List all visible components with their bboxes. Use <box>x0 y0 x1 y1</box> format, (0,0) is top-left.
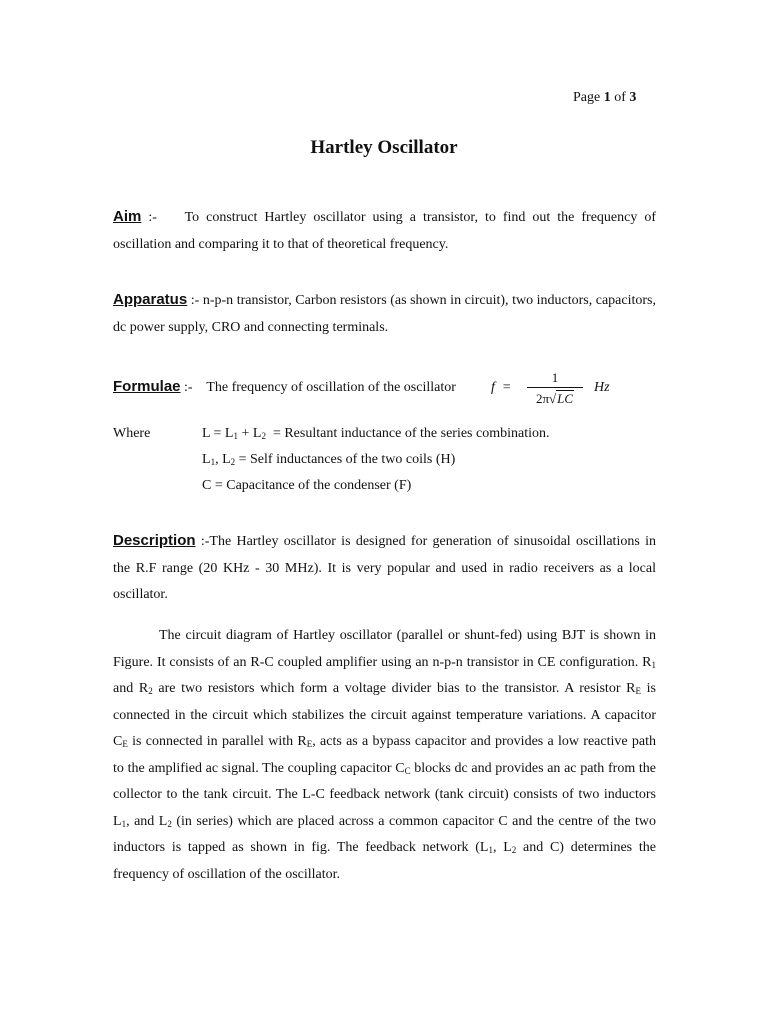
page-number: Page 1 of 3 <box>573 90 637 105</box>
fraction-bar <box>527 387 583 388</box>
description-heading: Description <box>113 532 196 549</box>
fraction-denominator: 2π√LC <box>535 391 574 406</box>
where-row-2: $L_1$, $L_2$ = Self inductances of the two coils (H) <box>202 452 456 467</box>
aim-section: Aim :- To construct Hartley oscillator using a transistor, to find out the frequency of oscillation and comparing it to that of theoretical frequency. <box>113 208 656 252</box>
frequency-symbol: f = <box>491 380 512 395</box>
document-title: Hartley Oscillator <box>310 137 458 158</box>
frequency-unit: Hz <box>594 380 610 395</box>
fraction-numerator: 1 <box>551 370 559 385</box>
apparatus-section: Apparatus :- n-p-n transistor, Carbon resistors (as shown in circuit), two inductors, capacitors, dc power supply, CRO and connecting terminals. <box>113 291 656 335</box>
where-label: Where <box>113 426 151 441</box>
frequency-fraction <box>527 370 583 408</box>
where-row-1: $L = L_1 + L_2$ = Resultant inductance of the series combination. <box>202 426 550 441</box>
formulae-heading: Formulae <box>113 378 181 395</box>
aim-text: To construct Hartley oscillator using a transistor, to find out the frequency of oscillation and comparing it to that of theoretical frequency. <box>113 210 656 252</box>
formulae-text: The frequency of oscillation of the oscillator <box>206 380 456 395</box>
aim-heading: Aim <box>113 208 142 225</box>
circuit-paragraph: The circuit diagram of Hartley oscillator (parallel or shunt-fed) using BJT is shown in Figure. It consists of an R-C coupled amplifier using an n-p-n transistor in CE configuration. $R_1$ and $R_2$ are two resistors which form a voltage divider bias to the transistor. A resistor $R_E$ is connected in the circuit which stabilizes the circuit against temperature variations. A capacitor $C_E$ is connected in parallel with $R_E$, acts as a bypass capacitor and provides a low reactive path to the amplified ac signal. The coupling capacitor $C_C$ blocks dc and provides an ac path from the collector to the tank circuit. The L-C feedback network (tank circuit) consists of two inductors $L_1$, and $L_2$ (in series) which are placed across a common capacitor C and the centre of the two inductors is tapped as shown in fig. The feedback network ($L_1$, $L_2$ and C) determines the frequency of oscillation of the oscillator. <box>113 628 657 882</box>
formulae-section: Formulae :- The frequency of oscillation of the oscillator <box>113 378 456 395</box>
description-section: Description :-The Hartley oscillator is designed for generation of sinusoidal oscillations in the R.F range (20 KHz - 30 MHz). It is very popular and used in radio receivers as a local oscillator. <box>113 532 656 602</box>
where-row-3: C = Capacitance of the condenser (F) <box>202 478 412 493</box>
description-text: The Hartley oscillator is designed for generation of sinusoidal oscillations in the R.F range (20 KHz - 30 MHz). It is very popular and used in radio receivers as a local oscillator. <box>113 534 656 602</box>
apparatus-text: n-p-n transistor, Carbon resistors (as shown in circuit), two inductors, capacitors, dc power supply, CRO and connecting terminals. <box>113 293 656 335</box>
apparatus-heading: Apparatus <box>113 291 188 308</box>
